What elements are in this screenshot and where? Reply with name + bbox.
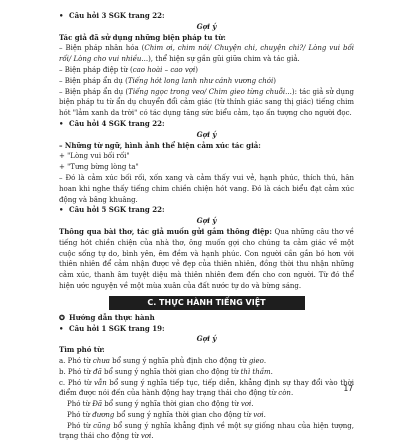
q4-line-1: + "Lòng vui bối rối" <box>59 152 130 161</box>
q1-item-c: c. Phó từ vẫn bổ sung ý nghĩa tiếp tục, tiếp diễn, khẳng định sự thay đổi vào thời điểm được nói đến của hành động hay trạng thái cho động từ còn. <box>59 378 354 398</box>
q4-title: • Câu hỏi 4 SGK trang 22: <box>59 118 165 128</box>
page-number: 17 <box>343 384 353 393</box>
practice-guide-title: ✪ Hướng dẫn thực hành <box>59 312 155 322</box>
section-title: C. THỰC HÀNH TIẾNG VIỆT <box>109 296 305 310</box>
q5-title: • Câu hỏi 5 SGK trang 22: <box>59 205 165 215</box>
q1-hint: Gợi ý <box>196 334 217 344</box>
q4-line-3: – Đó là cảm xúc bối rối, xốn xang và cảm thấy vui vẻ, hạnh phúc, thích thú, hân hoan khi nghe thấy tiếng chim chiền chiện hót vang. Đó là cách biểu đạt cảm xúc động và bâng khuâng. <box>59 173 354 204</box>
q3-line-1: – Biện pháp nhân hóa (Chim ơi, chim nói/ Chuyện chi, chuyện chi?/ Lòng vui bối rối/ Lòng cho vui nhiều...), thể hiện sự gần gũi giữa chim và tác giả. <box>59 44 354 64</box>
q1-item-c-sub-2: Phó từ đương bổ sung ý nghĩa thời gian cho động từ vơi. <box>67 410 266 419</box>
q3-heading: Tác giả đã sử dụng những biện pháp tu từ: <box>59 32 226 42</box>
q3-line-2: – Biện pháp điệp từ (cao hoài – cao vợi) <box>59 65 198 74</box>
q1-title: • Câu hỏi 1 SGK trang 19: <box>59 323 165 333</box>
q1-item-a: a. Phó từ chưa bổ sung ý nghĩa phủ định cho động từ gieo. <box>59 356 267 365</box>
flower-icon: ✪ <box>59 312 65 322</box>
q4-hint: Gợi ý <box>196 129 217 139</box>
q3-title: • Câu hỏi 3 SGK trang 22: <box>59 11 165 20</box>
q4-line-2: + "Tưng bừng lòng ta" <box>59 163 139 172</box>
q3-line-3: – Biện pháp ẩn dụ (Tiếng hót long lanh như cánh vương chói) <box>59 76 276 85</box>
q3-line-4: – Biện pháp ẩn dụ (Tiếng ngọc trong veo/ Chim gieo từng chuỗi...): tác giả sử dụng biện pháp tu từ ẩn dụ chuyển đổi cảm giác (từ thính giác sang thị giác) tiếng chim hót "lảm xanh da trời" có tác dụng tăng sức biểu cảm, tạo ấn tượng cho người đọc. <box>59 87 355 118</box>
q3-hint: Gợi ý <box>196 21 217 31</box>
q5-answer: Thông qua bài thơ, tác giả muốn gửi gắm thông điệp: Qua những câu thơ về tiếng hót chiền chiện của nhà thơ, ông muốn gợi cho chúng ta cảm giác về một cuộc sống tự do, bình yên, êm đềm và hạnh phúc. Con người cần gắn bó hơn với thiên nhiên để cảm nhận được vẻ đẹp của thiên nhiên, đồng thời thu nhận những cảm xúc, thanh âm tuyệt diệu mà thiên nhiên đem đến cho con người. Từ đó thể hiện ước nguyện về một mùa xuân của đất nước tự do và bừng sáng. <box>59 226 354 290</box>
q4-heading: – Những từ ngữ, hình ảnh thể hiện cảm xúc tác giả: <box>59 140 261 150</box>
q1-item-b: b. Phó từ đã bổ sung ý nghĩa thời gian cho động từ thì thầm. <box>59 367 273 376</box>
q5-hint: Gợi ý <box>196 216 217 226</box>
q1-heading: Tìm phó từ: <box>59 345 105 355</box>
q1-item-c-sub-3: Phó từ cũng bổ sung ý nghĩa khẳng định về một sự giống nhau của hiện tượng, trạng thái cho động từ vơi. <box>59 421 354 441</box>
q1-item-c-sub-1: Phó từ Đã bổ sung ý nghĩa thời gian cho động từ vơi. <box>67 400 254 409</box>
